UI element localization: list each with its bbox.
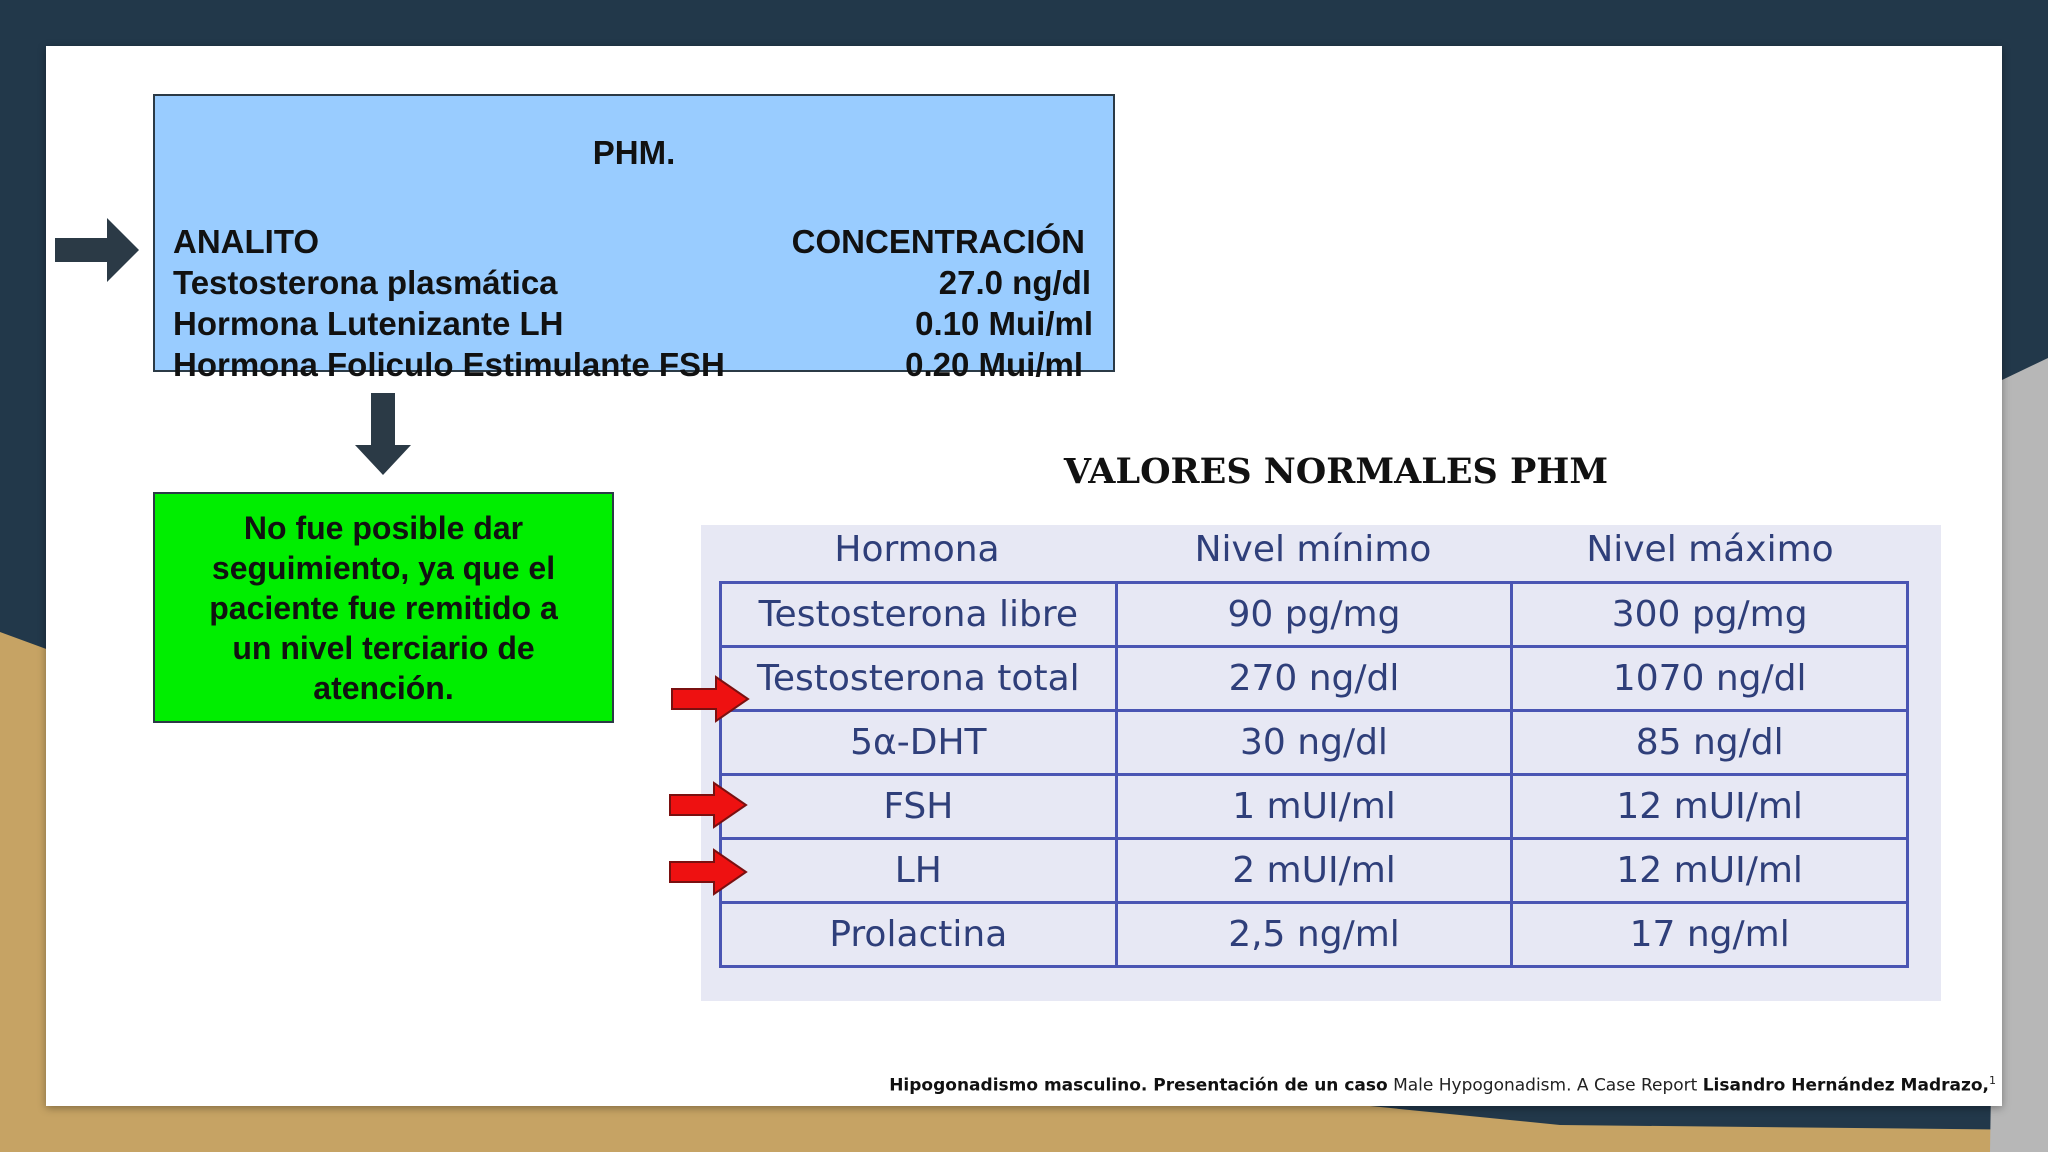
phm-row (173, 345, 1093, 385)
table-row (721, 775, 1908, 839)
table-row (721, 839, 1908, 903)
arrow-right-icon (55, 218, 139, 282)
phm-row (173, 263, 1093, 303)
max-level-header: Nivel máximo (1586, 529, 1834, 570)
slide (46, 46, 2002, 1106)
normal-values-table (719, 581, 1909, 968)
normal-values-header (719, 527, 1909, 573)
normal-values-title: VALORES NORMALES PHM (1063, 451, 1609, 492)
analyte-value: 27.0 ng/dl (938, 264, 1091, 301)
min-cell: 30 ng/dl (1116, 711, 1512, 775)
phm-results-box (153, 94, 1115, 383)
phm-row (173, 304, 1093, 344)
min-cell: 2,5 ng/ml (1116, 903, 1512, 967)
max-cell: 85 ng/dl (1512, 711, 1908, 775)
min-cell: 270 ng/dl (1116, 647, 1512, 711)
table-row (721, 711, 1908, 775)
analyte-header: ANALITO (173, 223, 320, 260)
table-row (721, 903, 1908, 967)
citation-english: Male Hypogonadism. A Case Report (1393, 1075, 1698, 1096)
follow-up-note: No fue posible dar seguimiento, ya que el paciente fue remitido a un nivel terciario de atención. (209, 509, 558, 706)
min-cell: 90 pg/mg (1116, 583, 1512, 647)
hormone-cell: FSH (721, 775, 1117, 839)
analyte-name: Testosterona plasmática (173, 264, 558, 301)
follow-up-note-box (153, 492, 614, 723)
red-arrow-right-icon (668, 781, 748, 829)
max-cell: 12 mUI/ml (1512, 839, 1908, 903)
citation-footnote: 1 (1989, 1074, 1996, 1087)
analyte-value: 0.10 Mui/ml (915, 305, 1093, 342)
min-level-header: Nivel mínimo (1194, 529, 1432, 570)
phm-header-row (173, 222, 1093, 262)
table-row (721, 583, 1908, 647)
table-row (721, 647, 1908, 711)
hormone-cell: LH (721, 839, 1117, 903)
red-arrow-right-icon (668, 848, 748, 896)
citation-author: Lisandro Hernández Madrazo, (1702, 1075, 1989, 1096)
max-cell: 12 mUI/ml (1512, 775, 1908, 839)
max-cell: 300 pg/mg (1512, 583, 1908, 647)
hormone-cell: Testosterona total (721, 647, 1117, 711)
phm-title: PHM. (592, 134, 676, 171)
hormone-header: Hormona (834, 529, 1000, 570)
hormone-cell: Testosterona libre (721, 583, 1117, 647)
normal-values-panel (701, 525, 1941, 1001)
min-cell: 2 mUI/ml (1116, 839, 1512, 903)
max-cell: 17 ng/ml (1512, 903, 1908, 967)
hormone-cell: Prolactina (721, 903, 1117, 967)
min-cell: 1 mUI/ml (1116, 775, 1512, 839)
max-cell: 1070 ng/dl (1512, 647, 1908, 711)
analyte-value: 0.20 Mui/ml (905, 346, 1083, 383)
analyte-name: Hormona Foliculo Estimulante FSH (173, 346, 725, 383)
analyte-name: Hormona Lutenizante LH (173, 305, 564, 342)
arrow-down-icon (355, 393, 411, 475)
hormone-cell: 5α-DHT (721, 711, 1117, 775)
citation (889, 1074, 1996, 1096)
red-arrow-right-icon (670, 675, 750, 723)
citation-title: Hipogonadismo masculino. Presentación de un caso (889, 1075, 1388, 1096)
concentration-header: CONCENTRACIÓN (791, 223, 1085, 260)
